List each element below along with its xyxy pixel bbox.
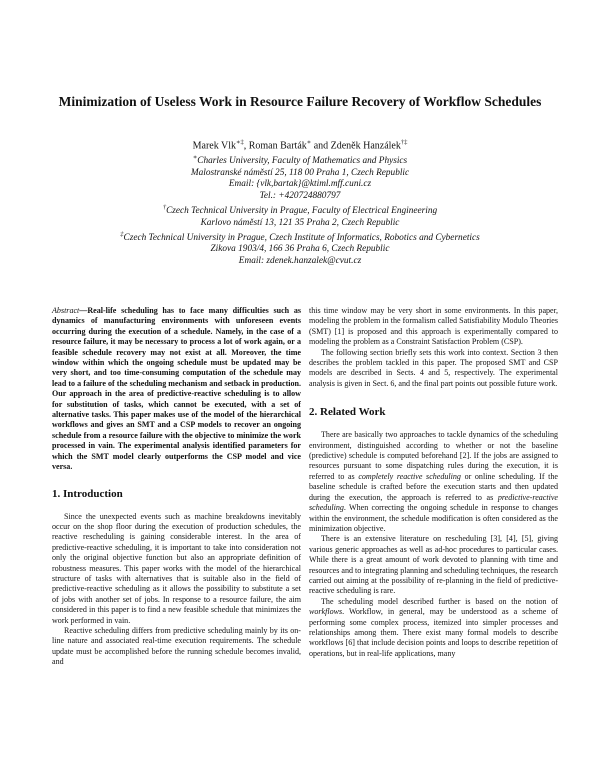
paper-title: Minimization of Useless Work in Resource Failure Recovery of Workflow Schedules [58, 94, 542, 109]
affiliation-3-mark: ‡ [120, 230, 124, 238]
affiliation-3-email: Email: zdenek.hanzalek@cvut.cz [238, 255, 362, 266]
affiliation-3-org-text: Czech Technical University in Prague, Czech Institute of Informatics, Robotics and Cybernetics [123, 233, 480, 244]
affiliation-1-phone: Tel.: +420724880797 [259, 190, 341, 201]
affiliation-2-org-text: Czech Technical University in Prague, Faculty of Electrical Engineering [166, 206, 438, 217]
abstract-label: Abstract [52, 306, 80, 315]
right-column [309, 306, 558, 659]
affiliation-2-org [90, 202, 510, 218]
section-heading-related-work: 2. Related Work [309, 406, 386, 419]
author-hanzalek: and Zdeněk Hanzálek [311, 140, 401, 152]
related-p1-emphasis-1: completely reactive scheduling [358, 471, 461, 481]
left-column [52, 306, 301, 668]
related-p3-text-b: . Workflow, in general, may be understood as a scheme of performing some complex process, itemized into simpler processes and relationships among them. There exist many formal models to describe workflows [6] that include decision points and loops to describe repetition of operations, but in real-life applications, many [309, 607, 558, 658]
related-p1-text-b: or online scheduling. If the baseline schedule is crafted before the execution starts and then updated during the execution, the approach is referred to as [309, 471, 558, 502]
author-names [90, 136, 510, 152]
affiliation-1-mark: ∗ [192, 154, 198, 162]
affiliation-2-mark: † [162, 204, 167, 212]
affiliation-1-email: Email: {vlk,bartak}@ktiml.mff.cuni.cz [228, 179, 372, 190]
author-vlk-mark: ∗‡ [236, 139, 244, 146]
affiliation-3-org [90, 229, 510, 245]
related-p3-text-a: The scheduling model described further is based on the notion of [321, 596, 558, 606]
related-p3-emphasis: workflows [309, 607, 343, 617]
abstract-text: —Real-life scheduling has to face many difficulties such as dynamics of manufacturing environments with unforeseen events occurring during the execution of a schedule. Namely, in the case of a resource failure, it may be necessary to process a lot of work again, or a feasible schedule recovery may not exist at all. Moreover, the time window within which the ongoing schedule must be updated may be very short, and too time-consuming computation of the schedule may lead to a failure of the scheduling mechanism and setback in production. Our approach in the area of predictive-reactive scheduling is to allow for substitution of tasks, which cannot be executed, with a set of alternative tasks. This paper makes use of the model of the hierarchical workflows and gives an SMT and a CSP models to recover an ongoing schedule from a resource failure with the objective to minimize the work processed in vain. The experimental analysis identified parameters for which the SMT model clearly outperforms the CSP model and vice versa. [52, 306, 301, 472]
related-paragraph-3 [309, 597, 558, 659]
affiliation-3-address: Zikova 1903/4, 166 36 Praha 6, Czech Republic [210, 244, 390, 255]
author-hanzalek-mark: †‡ [400, 139, 408, 146]
author-bartak-mark: ∗ [306, 139, 312, 146]
affiliation-1-address: Malostranské náměstí 25, 118 00 Praha 1, Czech Republic [190, 167, 410, 178]
intro-paragraph-2: Reactive scheduling differs from predictive scheduling mainly by its on-line nature and associated real-time execution requirements. The schedule update must be accomplished before the running schedule becomes invalid, and [52, 625, 301, 667]
intro-paragraph-3: this time window may be very short in some environments. In this paper, modeling the problem in the formalism called Satisfiability Modulo Theories (SMT) [1] is proposed and this approach is experimentally compared to modeling the problem as a Constraint Satisfaction Problem (CSP). [309, 306, 558, 347]
author-bartak: , Roman Barták [243, 140, 307, 152]
related-p1-emphasis-2: predictive-reactive scheduling [309, 492, 558, 513]
author-vlk: Marek Vlk [192, 140, 237, 152]
abstract [52, 306, 301, 473]
related-p1-text-a: There are basically two approaches to tackle dynamics of the scheduling environment, distinguished according to whether or not the baseline (predictive) schedule is computed beforehand [2]. If the jobs are assigned to resources pursuant to some dispatching rules during the execution, it is referred to as [309, 430, 558, 481]
intro-paragraph-4: The following section briefly sets this work into context. Section 3 then describes the problem tackled in this paper. The proposed SMT and CSP models are described in Sects. 4 and 5, respectively. The experimental analysis is given in Sect. 6, and the final part points out possible future work. [309, 347, 558, 388]
affiliation-1-org [90, 152, 510, 168]
related-paragraph-2: There is an extensive literature on rescheduling [3], [4], [5], giving various generic approaches as well as ad-hoc procedures to particular cases. While there is a great amount of work devoted to planning with time and resources and to integrating planning and scheduling techniques, the research carried out aiming at the possibility of re-planning in the field of predictive-reactive scheduling is rare. [309, 534, 558, 596]
affiliation-2-address: Karlovo náměstí 13, 121 35 Praha 2, Czech Republic [200, 217, 400, 228]
author-block [90, 136, 510, 267]
intro-paragraph-1: Since the unexpected events such as machine breakdowns inevitably occur on the shop floor during the execution of production schedules, the reactive rescheduling is gaining considerable interest. In the area of predictive-reactive scheduling, it is important to take into consideration not only the original objective function but also an appropriate definition of robustness measures. This paper works with the model of the hierarchical structure of tasks with alternatives that is suitable also in the field of predictive-reactive scheduling as it allows the possibility to substitute a set of jobs with another set of jobs. In response to a resource failure, the aim considered in this paper is to find a new feasible schedule that minimizes the work performed in vain. [52, 511, 301, 625]
related-p1-text-c: . When correcting the ongoing schedule in response to changes within the environment, the schedule modification is often considered as the minimization objective. [309, 503, 558, 533]
section-heading-introduction: 1. Introduction [52, 487, 123, 500]
related-paragraph-1 [309, 430, 558, 534]
affiliation-1-org-text: Charles University, Faculty of Mathematics and Physics [197, 156, 408, 167]
